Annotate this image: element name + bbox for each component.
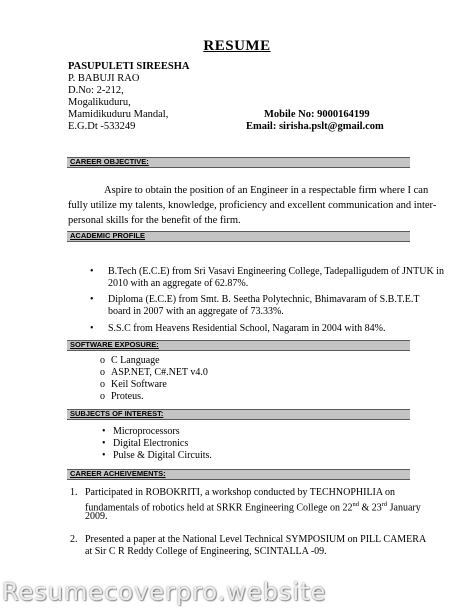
contact-block xyxy=(68,61,189,133)
item-number: 2. xyxy=(70,534,78,545)
section-header-career-objective xyxy=(67,157,410,168)
section-title: CAREER ACHEIVEMENTS: xyxy=(70,469,166,478)
address-line: Mogalikuduru, xyxy=(68,97,131,108)
academic-line: B.Tech (E.C.E) from Sri Vasavi Engineering College, Tadepalligudem of JNTUK in xyxy=(108,266,444,277)
academic-line: Diploma (E.C.E) from Smt. B. Seetha Polytechnic, Bhimavaram of S.B.T.E.T xyxy=(108,294,420,305)
bullet-icon: • xyxy=(90,294,94,305)
software-item: Keil Software xyxy=(111,379,167,390)
academic-line: 2010 with an aggregate of 62.87%. xyxy=(108,278,249,289)
bullet-icon: • xyxy=(90,266,94,277)
resume-title: RESUME xyxy=(203,38,271,54)
achievement-line: 2009. xyxy=(85,511,108,522)
address-line: Mamidikuduru Mandal, xyxy=(68,109,169,120)
software-item: Proteus. xyxy=(111,391,144,402)
circle-bullet-icon: o xyxy=(100,391,105,402)
academic-line: board in 2007 with an aggregate of 73.33%. xyxy=(108,306,284,317)
section-title: SOFTWARE EXPOSURE: xyxy=(70,340,159,349)
circle-bullet-icon: o xyxy=(100,379,105,390)
achievement-line: Presented a paper at the National Level Technical SYMPOSIUM on PILL CAMERA xyxy=(85,534,427,545)
section-title: SUBJECTS OF INTEREST: xyxy=(70,409,164,418)
address-line: P. BABUJI RAO xyxy=(68,73,140,84)
interest-item: Pulse & Digital Circuits. xyxy=(113,450,212,461)
bullet-icon: • xyxy=(90,323,94,334)
address-line: E.G.Dt -533249 xyxy=(68,121,136,132)
interest-item: Digital Electronics xyxy=(113,438,189,449)
objective-line: personal skills for the benefit of the firm. xyxy=(68,215,241,226)
email-address: Email: sirisha.pslt@gmail.com xyxy=(246,121,384,132)
section-header-software-exposure xyxy=(67,340,410,351)
software-item: ASP.NET, C#.NET v4.0 xyxy=(111,367,208,378)
candidate-name: PASUPULETI SIREESHA xyxy=(68,61,190,72)
circle-bullet-icon: o xyxy=(100,355,105,366)
bullet-icon: • xyxy=(102,450,106,461)
objective-line: fully utilize my talents, knowledge, proficiency and excellent communication and inter- xyxy=(68,200,437,211)
circle-bullet-icon: o xyxy=(100,367,105,378)
achievement-line: fundamentals of robotics held at SRKR Engineering College on 22nd & 23rd January xyxy=(85,501,421,514)
objective-line: Aspire to obtain the position of an Engineer in a respectable firm where I can xyxy=(104,185,429,196)
section-title: ACADEMIC PROFILE xyxy=(70,231,145,240)
interest-item: Microprocessors xyxy=(113,426,180,437)
achievement-line: at Sir C R Reddy College of Engineering, SCINTALLA -09. xyxy=(85,546,327,557)
academic-line: S.S.C from Heavens Residential School, Nagaram in 2004 with 84%. xyxy=(108,323,386,334)
software-item: C Language xyxy=(111,355,160,366)
bullet-icon: • xyxy=(102,426,106,437)
section-header-subjects-of-interest xyxy=(67,409,410,420)
section-header-academic-profile xyxy=(67,231,410,242)
achievement-line: Participated in ROBOKRITI, a workshop conducted by TECHNOPHILIA on xyxy=(85,487,396,498)
item-number: 1. xyxy=(70,487,78,498)
address-line: D.No: 2-212, xyxy=(68,85,124,96)
section-header-career-achievements xyxy=(67,469,410,480)
section-title: CAREER OBJECTIVE: xyxy=(70,157,149,166)
mobile-number: Mobile No: 9000164199 xyxy=(264,109,370,120)
watermark: Resumecoverpro.website xyxy=(2,578,327,606)
bullet-icon: • xyxy=(102,438,106,449)
